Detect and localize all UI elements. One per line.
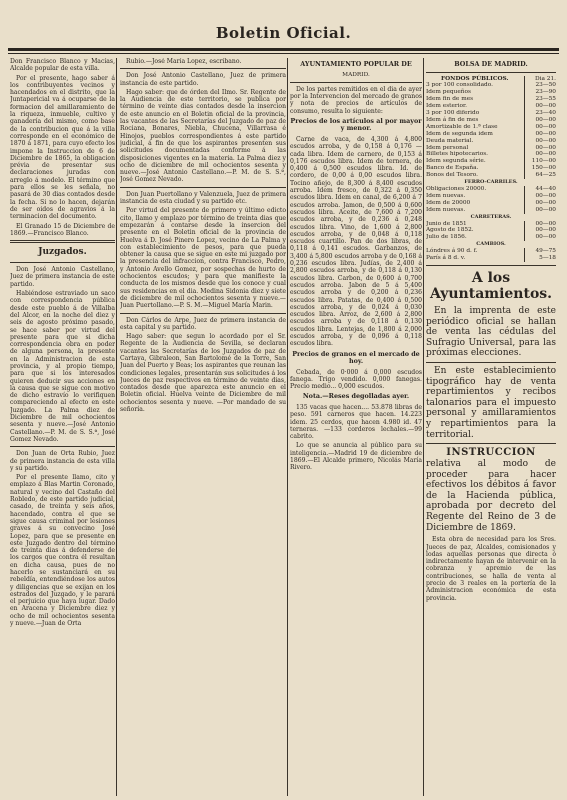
section-title-ayuntamiento: AYUNTAMIENTO POPULAR DE — [300, 60, 412, 68]
security-value: 23—50 — [524, 82, 556, 89]
table-row — [426, 221, 556, 228]
security-name: Idem nuevas. — [426, 206, 466, 213]
notice-heading: Don Juan de Orta Rubio, Juez de primera instancia de esta villa y su partido. — [10, 450, 115, 472]
divider — [120, 68, 286, 69]
notice-heading: Don José Antonio Castellano, Juez de primera instancia de este partido. — [10, 266, 115, 288]
security-name: Agosto de 1852. — [426, 227, 474, 234]
security-value: 23—55 — [524, 96, 556, 103]
instruccion-note: Esta obra de necesidad para los Sres. Jueces de paz, Alcaldes, comisionados y lodas aquellas personas que directa ó indirectamente hayan de intervenir en la cobranza y apremio de las contribuciones, se halla de venta al precio de 3 reales en la portería de la Administracion económica de esta provincia. — [426, 536, 556, 602]
security-value: 00—00 — [524, 138, 556, 145]
subhead-prices: Precios de los artículos al por mayor y menor. — [290, 116, 422, 133]
security-name: Idem nuevas. — [426, 192, 466, 199]
security-value: 23—40 — [524, 110, 556, 117]
header-rule — [8, 48, 559, 51]
divider — [426, 443, 556, 444]
security-name: Lóndres á 90 d. f. — [426, 248, 478, 255]
divider — [120, 313, 286, 314]
ayuntamientos-title: A los Ayuntamientos. — [429, 269, 553, 302]
table-row — [426, 103, 556, 110]
security-value: 00—00 — [524, 234, 556, 241]
ferro-carriles-heading — [426, 179, 556, 186]
column-divider — [287, 58, 288, 796]
security-name: Idem á fin de mes — [426, 116, 479, 123]
security-name: 3 por 100 consolidado. — [426, 82, 494, 89]
security-name: Idem pequeños — [426, 89, 471, 96]
notice-body: Por virtud del presente de primero y último edicto cito, llamo y emplazo por término de treinta dias que empezarán á contarse desde la insercion del presente en el Boletin oficial de la provincia de Huelva á D. José Pinero Lopez, vecino de La Palma y con establecimiento de pesos, para que pueda obtener la causa que se sigue en este mi juzgado por la presencia del infraccion, contra Francisco, Pedro, y Antonio Avello Gomez, por sospechas de hurto de ochocientos escudos; y para que manifieste la conducta de los mismos desde que los conoce y cual sus residencias en el dia. Medina Sidonia diez y siete de diciembre de mil ochocientos sesenta y nueve.—Juan Puertollano.—P. S. M.—Miguel María Marin. — [120, 207, 286, 310]
security-value: 00—00 — [524, 200, 556, 207]
table-row — [426, 138, 556, 145]
column-1 — [10, 58, 115, 798]
city-label: MADRID. — [342, 71, 370, 78]
table-row — [426, 89, 556, 96]
carreteras-heading-label: CARRETERAS. — [470, 213, 512, 220]
table-row — [426, 207, 556, 214]
header-rule-thin — [8, 53, 559, 54]
table-row — [426, 255, 556, 262]
security-value: 00—00 — [524, 207, 556, 214]
column-2 — [120, 58, 286, 798]
security-name: Amortizable de 1.ª clase — [426, 123, 498, 130]
header — [0, 0, 567, 50]
security-name: Bonos del Tesoro. — [426, 172, 478, 179]
security-name: Banco de España. — [426, 165, 479, 172]
security-value: 00—00 — [524, 117, 556, 124]
notice-heading: Don Francisco Blanco y Macías, Alcalde popular de esta villa. — [10, 58, 115, 73]
divider — [426, 362, 556, 363]
closing-text: Lo que se anuncia al público para su inteligencia.—Madrid 19 de diciembre de 1869.—El Alcalde primero, Nicolás María Rivero. — [290, 442, 422, 472]
security-name: Idem personal — [426, 144, 469, 151]
security-value: 00—00 — [524, 151, 556, 158]
notice-signature: Rubio.—José María Lopez, escribano. — [126, 58, 242, 65]
security-name: Junio de 1851 — [426, 220, 467, 227]
notice-heading: Don José Antonio Castellano, Juez de primera instancia de este partido. — [120, 72, 286, 87]
subhead-reses: Nota.—Reses degolladas ayer. — [302, 392, 410, 401]
notice-body: Hago saber: que segun lo acordado por el Sr. Regente de la Audiencia de Sevilla, se declaran vacantes las Secretarías de los Juzgados de paz de Cartaya, Gibraleon, San Bartolomé de la Torre, San Juan del Puerto y Beas; los aspirantes que reunan las condiciones legales, presentarán sus solicitudes á los Jueces de paz respectivos en término de veinte dias, contados desde que aparezca este anuncio en el Boletin oficial. Huelva veinte de Diciembre de mil ochocientos sesenta y nueve. —Por mandado de su señoría. — [120, 333, 286, 414]
security-name: Idem de segunda idem — [426, 130, 493, 137]
security-value: 00—00 — [524, 193, 556, 200]
security-value: 5—18 — [524, 255, 556, 262]
stock-table — [426, 76, 556, 262]
notice-body: Hago saber: que de órden del Ilmo. Sr. Regente de la Audiencia de este territorio, se publica por término de veinte dias contados desde la insercion de este anuncio en el Boletin oficial de la provincia, las vacantes de las Secretarías del Juzgado de paz de Rociana, Bonares, Niebla, Chucena, Villarrasa é Hinojos, pueblos correspondientes á este partido judicial, á fin de que los aspirantes presenten sus solicitudes documentadas conforme á las disposiciones vigentes en la materia. La Palma diez y ocho de diciembre de mil ochocientos sesenta y nueve.—José Antonio Castellano.—P. M. de S. S.ª, José Gomez Nevado. — [120, 88, 286, 184]
column-divider — [116, 58, 117, 796]
security-value: 150—00 — [524, 165, 556, 172]
table-row — [426, 131, 556, 138]
instruccion-title: INSTRUCCION — [446, 447, 536, 459]
notice-body: Por el presente, hago saber á los contribuyentes vecinos y hacendados en el distrito, que la Juntapericial va á ocuparse de la formacion del amillaramiento de la riqueza, inmueble, cultivo y ganadería del mismo, como base de la contribucion que á la villa corresponde en el económico de 1870 á 1871, para cuyo efecto los impone la Instruccion de 6 de Diciembre de 1865, la obligacion prévia de presentar sus declaraciones juradas con arreglo á modelo. El término que para ellos se les señala, no pasará de 30 dias contados desde la fecha. Si no lo hacen, dejarán de ser oidos de agravios á la terminacion del documento. — [10, 74, 115, 221]
security-name: Idem de 20000 — [426, 199, 471, 206]
table-row — [426, 234, 556, 241]
section-rule — [10, 240, 115, 243]
reses-list: 135 vacas que hacen.... 53.878 libras de peso. 591 carneros que hacen. 14.223 idem. 25 cerdos, que hacen 4.980 id. 47 terneras. —133 corderos lechales.—99 cabrito. — [290, 403, 422, 441]
security-name: Idem fin de mes — [426, 96, 474, 103]
security-value: 49—75 — [524, 248, 556, 255]
divider — [426, 265, 556, 266]
divider — [120, 187, 286, 188]
security-name: Billetes hipotecarios. — [426, 151, 489, 158]
column-4 — [426, 58, 556, 798]
security-name: 3 por 100 diferido — [426, 110, 480, 117]
table-row — [426, 145, 556, 152]
table-row — [426, 124, 556, 131]
security-value: 00—00 — [524, 131, 556, 138]
price-list: Carne de vaca, de 4,300 á 4,800 escudos arroba, y de 0,158 á 0,176 — cada libra. Idem de carnero, de 0,153 á 0,176 escudos libra. Idem de ternera, de 0,400 á 0,500 escudos libra. Id. de cordero, de 0,00 á 0,00 escudos libra. Tocino añejo, de 8,300 á 8,400 escudos arroba. Idem fresco, de 0,322 á 0,350 escudos libra. Idem en canal, de 6,200 á 7 escudos arroba. Jamon, de 0,500 á 0,600 escudos libra. Aceite, de 7,600 á 7,200 escudos arroba, y de 0,236 á 0,248 escudos libra. Vino, de 1,600 á 2,800 escudos arroba, y de 0,048 á 0,118 escudos cuartillo. Pan de dos libras, de 0,118 á 0,141 escudos. Garbanzos, de 3,400 á 5,800 escudos arroba y de 0,168 á 0,236 escudos libra. Judías, de 2,400 á 2,800 escudos arroba, y de 0,118 á 0,130 escudos libra. Carbon, de 0,600 á 0,700 escudos arroba. Jabon de 5 á 5,400 escudos arroba y de 0,200 á 0,236 escudos libra. Patatas, de 0,400 á 0,500 escudos arroba, y de 0,024 á 0,030 escudos libra. Arroz, de 2,600 á 2,800 escudos arroba y de 0,118 á 0,130 escudos libra. Lentejas, de 1,800 á 2,000 escudos arroba, y de 0,096 á 0,118 escudos libra. — [290, 135, 422, 348]
fondos-label: FONDOS PÚBLICOS. — [440, 75, 509, 82]
masthead-title: Boletin Oficial. — [215, 24, 352, 42]
ayuntamientos-text: En la imprenta de este periódico oficial se hallan de venta las cédulas del Sufragio Universal, para las próximas elecciones. — [426, 305, 556, 359]
security-value: 00—00 — [524, 124, 556, 131]
notice-heading: Don Cárlos de Arpe, Juez de primera instancia de esta capital y su partido. — [120, 316, 286, 331]
column-divider — [423, 58, 424, 796]
notice-body: Habiéndose estraviado un saco con correspondencia pública desde este pueblo á de Villalba del Alcor, en la noche del diez y seis de agosto próximo pasado, se hace saber por virtud del presente para que si dicha correspondencia obra en poder de alguna persona, la presente en la Administracion de esta provincia, y al propio tiempo, para que si los interesados quieren deducir sus acciones en la causa que se sigue con motivo de dicho estravío lo verifiquen compareciendo al efecto en este Juzgado. La Palma diez de Diciembre de mil ochocientos sesenta y nueve.—José Antonio Castellano.—P. M. de S. S.ª, José Gomez Nevado. — [10, 290, 115, 443]
cambios-heading-label: CAMBIOS. — [476, 241, 506, 248]
security-name: Deuda material. — [426, 137, 474, 144]
column-3 — [290, 58, 422, 798]
security-value: 44—40 — [524, 186, 556, 193]
divider — [426, 72, 556, 73]
table-row — [426, 193, 556, 200]
security-name: Obligaciones 20000. — [426, 186, 487, 192]
table-row — [426, 117, 556, 124]
table-row — [426, 110, 556, 117]
day-label: Dia 21. — [524, 76, 556, 83]
subhead-grains: Precios de granos en el mercado de hoy. — [292, 349, 420, 366]
security-value: 23—90 — [524, 89, 556, 96]
security-value: 00—00 — [524, 221, 556, 228]
divider — [10, 262, 115, 263]
security-value: 110—00 — [524, 158, 556, 165]
ferro-carriles-heading-label: FERRO-CARRILES. — [464, 179, 518, 186]
security-value: 00—00 — [524, 103, 556, 110]
security-value: 64—25 — [524, 172, 556, 179]
section-title-juzgados: Juzgados. — [38, 247, 87, 258]
table-row — [426, 227, 556, 234]
bolsa-title: BOLSA DE MADRID. — [454, 60, 528, 68]
security-name: Idem esterior. — [426, 103, 468, 110]
table-row — [426, 96, 556, 103]
carreteras-heading — [426, 214, 556, 221]
notice-heading: Don Juan Puertollano y Valenzuela, Juez de primera instancia de esta ciudad y su partido etc. — [120, 190, 286, 206]
security-value: 00—00 — [524, 145, 556, 152]
grain-prices: Cebada, de 0·000 á 0,000 escudos fanega. Trigo vendido. 0,000 fanegas. Precio medio... 0,000 escudos. — [290, 368, 422, 391]
security-name: Idem segunda série. — [426, 158, 486, 165]
establecimiento-text: En este establecimiento tipográfico hay de venta repartimientos y recibos talonarios para el impuesto personal y amillaramientos y repartimientos para la territorial. — [426, 365, 556, 440]
table-row — [426, 186, 556, 193]
table-header-row — [426, 76, 556, 83]
divider — [290, 82, 422, 83]
notice-signature: El Granado 15 de Diciembre de 1869.—Francisco Blanco. — [10, 222, 115, 237]
table-row — [426, 165, 556, 172]
security-name: Julio de 1856. — [426, 234, 467, 241]
table-row — [426, 200, 556, 207]
instruccion-text: relativa al modo de proceder para hacer efectivos los débitos á favor de la Hacienda pública, aprobada por decreto del Regente del Reino de 3 de Diciembre de 1869. — [426, 459, 556, 533]
table-row — [426, 172, 556, 179]
security-value: 00—00 — [524, 227, 556, 234]
report-intro: De los partes remitidos en el dia de ayer por la Intervencion del mercado de granos y nota de precios de artículos de consumo, resulta lo siguiente: — [290, 85, 422, 115]
notice-body: Por el presente llamo, cito y emplazo á Blas Martin Coronado, natural y vecino del Castaño del Robledo, de este partido judicial, casado, de treinta y seis años, hacendado, contra el que se sigue causa criminal por lesiones graves á su convecino José Lopez, para que se presente en este Juzgado dentro del término de treinta dias á defenderse de los cargos que contra él resultan en dicha causa, pues de no hacerlo se sustanciará en su rebeldía, entendiéndose los autos y diligencias que se exijan en los estrados del Juzgado, y le parará el perjuicio que haya lugar. Dado en Aracena y Diciembre diez y ocho de mil ochocientos sesenta y nueve.—Juan de Orta — [10, 474, 115, 628]
security-name: París á 8 d. v. — [426, 255, 466, 262]
divider — [10, 446, 115, 447]
